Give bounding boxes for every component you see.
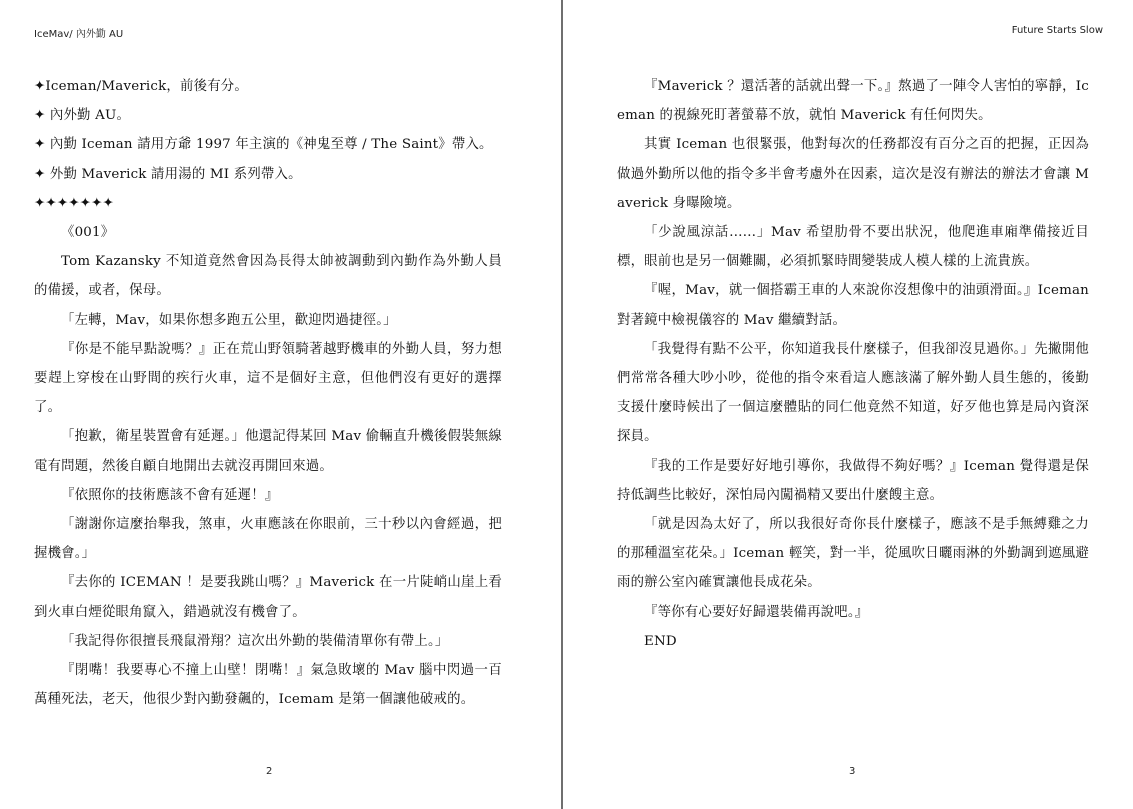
left-page-body bbox=[34, 72, 502, 714]
page-number-left: 2 bbox=[266, 766, 273, 777]
paragraph: 『我的工作是要好好地引導你，我做得不夠好嗎？』Iceman 覺得還是保持低調些比較好，深怕局內闖禍精又要出什麼餿主意。 bbox=[617, 458, 1089, 503]
running-header-left: IceMav/ 內外勤 AU bbox=[34, 29, 124, 40]
chapter-heading: 《001》 bbox=[61, 225, 115, 241]
paragraph: 「我記得你很擅長飛鼠滑翔？這次出外勤的裝備清單你有帶上。」 bbox=[61, 633, 449, 649]
paragraph: 「我覺得有點不公平，你知道我長什麼樣子，但我卻沒見過你。」先撇開他們常常各種大吵小吵，從他的指令來看這人應該滿了解外勤人員生態的，後勤支援什麼時候出了一個這麼體貼的同仁他竟然不知道，好歹他也算是局內資深探員。 bbox=[617, 341, 1089, 445]
right-page-body bbox=[617, 72, 1089, 656]
paragraph: 「少說風涼話……」Mav 希望肋骨不要出狀況，他爬進車廂準備接近目標，眼前也是另一個難關，必須抓緊時間變裝成人模人樣的上流貴族。 bbox=[617, 225, 1089, 270]
paragraph: 「謝謝你這麼抬舉我，煞車，火車應該在你眼前，三十秒以內會經過，把握機會。」 bbox=[34, 517, 502, 562]
paragraph: 「抱歉，衛星裝置會有延遲。」他還記得某回 Mav 偷輛直升機後假裝無線電有問題，然後自顧自地開出去就沒再開回來過。 bbox=[34, 429, 502, 474]
paragraph: 『你是不能早點說嗎？』正在荒山野領騎著越野機車的外勤人員，努力想要趕上穿梭在山野間的疾行火車，這不是個好主意，但他們沒有更好的選擇了。 bbox=[34, 341, 502, 416]
right-page bbox=[563, 0, 1133, 809]
paragraph: Tom Kazansky 不知道竟然會因為長得太帥被調動到內勤作為外勤人員的備援，或者，保母。 bbox=[34, 254, 502, 299]
separator-line: ✦✦✦✦✦✦✦ bbox=[34, 195, 114, 211]
note-line: ✦ 內外勤 AU。 bbox=[34, 108, 131, 124]
paragraph: 『去你的 ICEMAN ！是要我跳山嗎？』Maverick 在一片陡峭山崖上看到火車白煙從眼角竄入，錯過就沒有機會了。 bbox=[34, 575, 502, 620]
paragraph: 『等你有心要好好歸還裝備再說吧。』 bbox=[644, 604, 869, 620]
left-page bbox=[0, 0, 561, 809]
paragraph: 『Maverick ？還活著的話就出聲一下。』熬過了一陣令人害怕的寧靜，Iceman 的視線死盯著螢幕不放，就怕 Maverick 有任何閃失。 bbox=[617, 79, 1089, 124]
note-line: ✦ 外勤 Maverick 請用湯的 MI 系列帶入。 bbox=[34, 166, 302, 182]
paragraph: 『喔，Mav，就一個搭霸王車的人來說你沒想像中的油頭滑面。』Iceman 對著鏡中檢視儀容的 Mav 繼續對話。 bbox=[617, 283, 1089, 328]
paragraph: 「就是因為太好了，所以我很好奇你長什麼樣子，應該不是手無縛雞之力的那種溫室花朵。」Iceman 輕笑，對一半，從風吹日曬雨淋的外勤調到遮風避雨的辦公室內確實讓他長成花朵。 bbox=[617, 517, 1089, 591]
running-header-right: Future Starts Slow bbox=[1011, 25, 1103, 36]
page-number-right: 3 bbox=[849, 766, 856, 777]
paragraph: 『閉嘴！我要專心不撞上山壁！閉嘴！』氣急敗壞的 Mav 腦中閃過一百萬種死法，老天，他很少對內勤發飆的，Icemam 是第一個讓他破戒的。 bbox=[34, 663, 502, 708]
note-line: ✦Iceman/Maverick，前後有分。 bbox=[34, 79, 248, 94]
note-line: ✦ 內勤 Iceman 請用方爺 1997 年主演的《神鬼至尊 / The Saint》帶入。 bbox=[34, 137, 493, 153]
paragraph: 『依照你的技術應該不會有延遲！』 bbox=[61, 487, 279, 503]
paragraph: 其實 Iceman 也很緊張，他對每次的任務都沒有百分之百的把握，正因為做過外勤所以他的指令多半會考慮外在因素，這次是沒有辦法的辦法才會讓 Maverick 身曝險境。 bbox=[617, 137, 1089, 211]
end-marker: END bbox=[644, 633, 677, 649]
paragraph: 「左轉，Mav，如果你想多跑五公里，歡迎閃過捷徑。」 bbox=[61, 312, 397, 328]
